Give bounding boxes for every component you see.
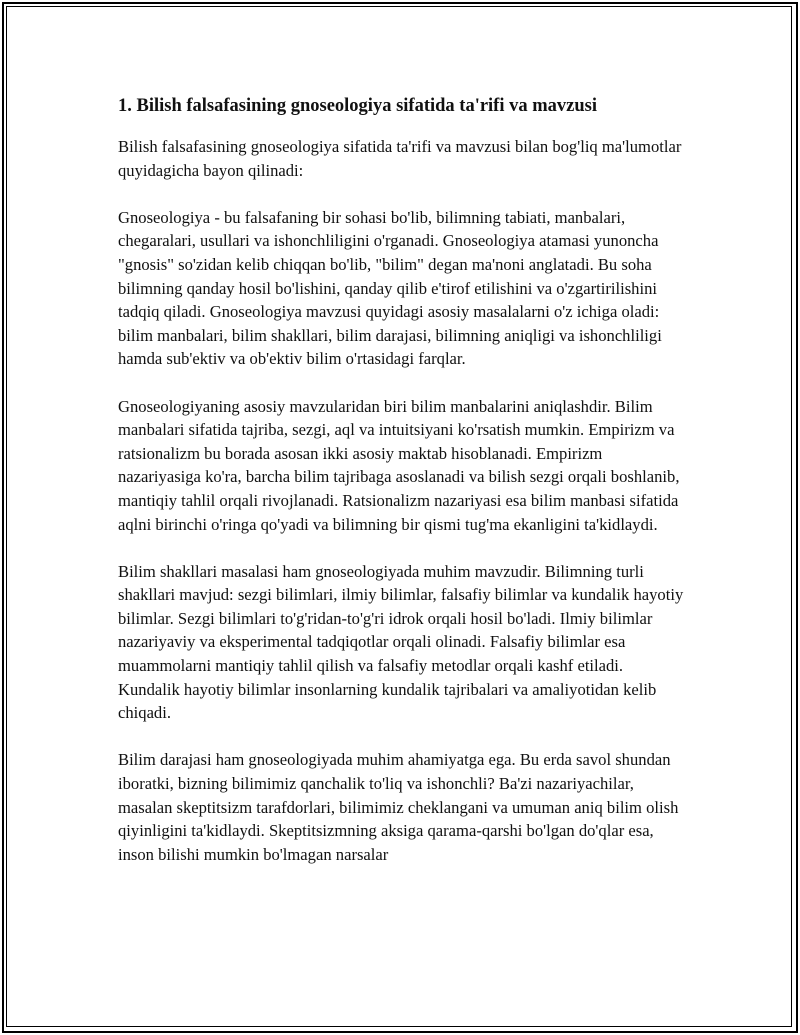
- paragraph-sources: Gnoseologiyaning asosiy mavzularidan biri bilim manbalarini aniqlashdir. Bilim manbalari sifatida tajriba, sezgi, aql va intuitsiyani ko'rsatish mumkin. Empirizm va ratsionalizm bu borada asosan ikki asosiy maktab hisoblanadi. Empirizm nazariyasiga ko'ra, barcha bilim tajribaga asoslanadi va bilish sezgi orqali boshlanib, mantiqiy tahlil orqali rivojlanadi. Ratsionalizm nazariyasi esa bilim manbasi sifatida aqlni birinchi o'ringa qo'yadi va bilimning bir qismi tug'ma ekanligini ta'kidlaydi.: [118, 396, 680, 534]
- paragraph-degree: Bilim darajasi ham gnoseologiyada muhim ahamiyatga ega. Bu erda savol shundan iboratki, bizning bilimimiz qanchalik to'liq va ishonchli? Ba'zi nazariyachilar, masalan skeptitsizm tarafdorlari, bilimimiz cheklangani va umuman aniq bilim olish qiyinligini ta'kidlaydi. Skeptitsizmning aksiga qarama-qarshi bo'lgan do'qlar esa, inson bilishi mumkin bo'lmagan narsalar: [118, 750, 679, 864]
- paragraph-intro: Bilish falsafasining gnoseologiya sifatida ta'rifi va mavzusi bilan bog'liq ma'lumotlar quyidagicha bayon qilinadi:: [118, 137, 682, 180]
- document-page: [118, 94, 688, 890]
- section-title: 1. Bilish falsafasining gnoseologiya sifatida ta'rifi va mavzusi: [118, 96, 597, 116]
- paragraph-definition: Gnoseologiya - bu falsafaning bir sohasi bo'lib, bilimning tabiati, manbalari, chegaralari, usullari va ishonchliligini o'rganadi. Gnoseologiya atamasi yunoncha "gnosis" so'zidan kelib chiqqan bo'lib, "bilim" degan ma'noni anglatadi. Bu soha bilimning qanday hosil bo'lishini, qanday qilib e'tirof etilishini va o'zgartirilishini tadqiq qiladi. Gnoseologiya mavzusi quyidagi asosiy masalalarni o'z ichiga oladi: bilim manbalari, bilim shakllari, bilim darajasi, bilimning aniqligi va ishonchliligi hamda sub'ektiv va ob'ektiv bilim o'rtasidagi farqlar.: [118, 207, 662, 369]
- paragraph-forms: Bilim shakllari masalasi ham gnoseologiyada muhim mavzudir. Bilimning turli shakllari mavjud: sezgi bilimlari, ilmiy bilimlar, falsafiy bilimlar va kundalik hayotiy bilimlar. Sezgi bilimlari to'g'ridan-to'g'ri idrok orqali hosil bo'ladi. Ilmiy bilimlar nazariyaviy va eksperimental tadqiqotlar orqali olinadi. Falsafiy bilimlar esa muammolarni mantiqiy tahlil qilish va falsafiy metodlar orqali kashf etiladi. Kundalik hayotiy bilimlar insonlarning kundalik tajribalari va amaliyotidan kelib chiqadi.: [118, 561, 684, 723]
